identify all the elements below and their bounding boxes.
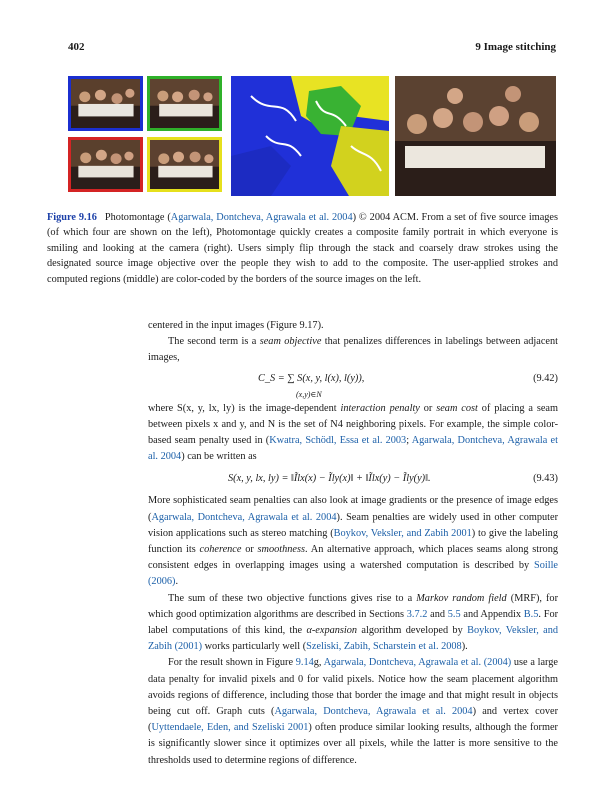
paragraph: The sum of these two objective functions gives rise to a Markov random field (MRF), for which good optimization algorithms are described in Sections 3.7.2 and 5.5 and Appendix B.5. For label computations of this kind, the α-expansion algorithm developed by Boykov, Veksler, and Zabih (2001) works particularly well (Szeliski, Zabih, Scharstein et al. 2008). xyxy=(148,592,559,653)
citation-link[interactable]: Agarwala, Dontcheva, Agrawala et al. 2004 xyxy=(170,212,353,223)
citation-link[interactable]: Soille (2006) xyxy=(148,560,558,588)
body-text xyxy=(148,318,558,769)
source-image-red xyxy=(68,137,143,192)
citation-link[interactable]: Kwatra, Schödl, Essa et al. 2003 xyxy=(269,435,407,447)
figure-label: Figure 9.16 xyxy=(47,212,97,223)
equation-expression: C_S = ∑ S(x, y, l(x), l(y)), xyxy=(258,372,365,384)
equation-expression: S(x, y, lx, ly) = ‖Ĩlx(x) − Ĩly(x)‖ + ‖Ĩlx(y) − Ĩly(y)‖. xyxy=(228,473,431,485)
paragraph: centered in the input images (Figure 9.17). xyxy=(148,320,324,331)
citation-link[interactable]: Boykov, Veksler, and Zabih (2001) xyxy=(148,625,558,653)
equation-number: (9.42) xyxy=(533,372,558,384)
paragraph: The second term is a seam objective that penalizes differences in labelings between adjacent images, xyxy=(148,336,559,364)
equation-9-43 xyxy=(148,465,558,493)
equation-subscript: (x,y)∈N xyxy=(296,389,322,399)
label-map-image xyxy=(231,76,389,196)
figure-link[interactable]: 9.14 xyxy=(295,657,314,669)
section-link[interactable]: 3.7.2 xyxy=(406,608,428,620)
equation-9-42 xyxy=(148,367,558,401)
source-image-green xyxy=(147,76,222,131)
composite-image xyxy=(395,76,556,196)
citation-link[interactable]: Agarwala, Dontcheva, Agrawala et al. 2004 xyxy=(148,435,558,463)
paragraph: where S(x, y, lx, ly) is the image-dependent interaction penalty or seam cost of placing a seam between pixels x and y, and N is the set of N4 neighboring pixels. For example, the simple color-based seam penalty used in (Kwatra, Schödl, Essa et al. 2003; Agarwala, Dontcheva, Agrawala et al. 2004) can be written as xyxy=(148,402,558,463)
figure-9-16 xyxy=(68,76,556,197)
page-number: 402 xyxy=(68,41,85,53)
figure-caption: Figure 9.16 Photomontage (Agarwala, Dontcheva, Agrawala et al. 2004) © 2004 ACM. From a set of five source images (of which four are shown on the left), Photomontage quickly creates a composite family portrait in which everyone is smiling and looking at the camera (right). Users simply flip through the stack and coarsely draw strokes using the designated source image objective over the people they wish to add to the composite. The user-applied strokes and computed regions (middle) are color-coded by the borders of the source images on the left. xyxy=(47,212,558,285)
citation-link[interactable]: Agarwala, Dontcheva, Agrawala et al. (2004) xyxy=(323,657,512,669)
citation-link[interactable]: Uyttendaele, Eden, and Szeliski 2001 xyxy=(151,722,309,734)
source-image-blue xyxy=(68,76,143,131)
citation-link[interactable]: Agarwala, Dontcheva, Agrawala et al. 2004 xyxy=(151,511,337,523)
citation-link[interactable]: Szeliski, Zabih, Scharstein et al. 2008 xyxy=(306,641,462,653)
citation-link[interactable]: Boykov, Veksler, and Zabih 2001 xyxy=(333,527,472,539)
chapter-title: 9 Image stitching xyxy=(475,41,556,53)
equation-number: (9.43) xyxy=(533,473,558,485)
paragraph: For the result shown in Figure 9.14g, Agarwala, Dontcheva, Agrawala et al. (2004) use a large data penalty for invalid pixels and 0 for valid pixels. Notice how the seam placement algorithm avoids regions of difference, including those that border the image and that might result in objects being cut off. Graph cuts (Agarwala, Dontcheva, Agrawala et al. 2004) and vertex cover (Uyttendaele, Eden, and Szeliski 2001) often produce similar looking results, although the former is significantly slower since it optimizes over all pixels, while the latter is more sensitive to the thresholds used to determine regions of difference. xyxy=(148,657,558,766)
paragraph: More sophisticated seam penalties can also look at image gradients or the presence of image edges (Agarwala, Dontcheva, Agrawala et al. 2004). Seam penalties are widely used in other computer vision applications such as stereo matching (Boykov, Veksler, and Zabih 2001) to give the labeling function its coherence or smoothness. An alternative approach, which places seams along strong consistent edges in overlapping images using a watershed computation is described by Soille (2006). xyxy=(148,495,559,588)
section-link[interactable]: 5.5 xyxy=(447,608,461,620)
citation-link[interactable]: Agarwala, Dontcheva, Agrawala et al. 2004 xyxy=(274,706,473,718)
source-image-yellow xyxy=(147,137,222,192)
appendix-link[interactable]: B.5 xyxy=(523,608,539,620)
